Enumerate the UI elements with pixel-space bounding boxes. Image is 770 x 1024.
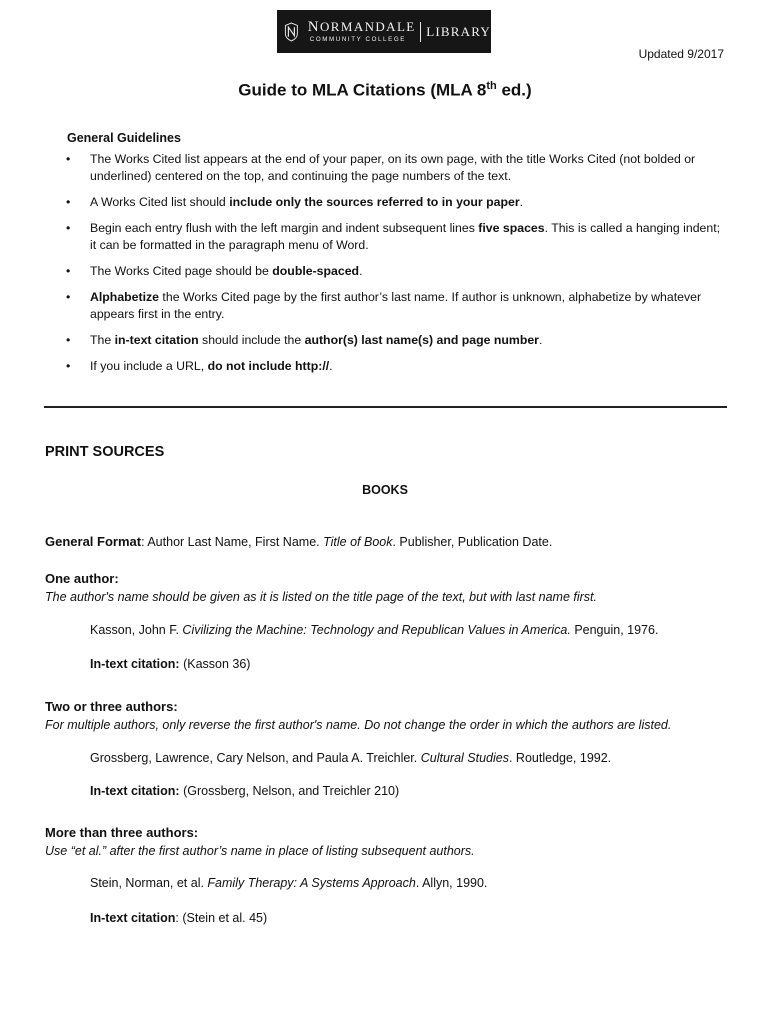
- guidelines-list: [64, 151, 728, 384]
- two-three-authors-intext: In-text citation: (Grossberg, Nelson, and Treichler 210): [90, 784, 400, 798]
- one-author-example: Kasson, John F. Civilizing the Machine: Technology and Republican Values in America. Penguin, 1976.: [90, 623, 659, 637]
- general-guidelines-heading: General Guidelines: [67, 131, 181, 145]
- two-three-authors-note: For multiple authors, only reverse the first author's name. Do not change the order in which the authors are listed.: [45, 718, 672, 732]
- two-three-authors-example: Grossberg, Lawrence, Cary Nelson, and Paula A. Treichler. Cultural Studies. Routledge, 1992.: [90, 751, 612, 765]
- logo-college-name: NORMANDALE: [307, 19, 416, 35]
- list-item: • The Works Cited list appears at the end of your paper, on its own page, with the title Works Cited (not bolded or underlined) centered on the top, and continuing the page numbers of the text.: [64, 151, 728, 185]
- list-item: • Alphabetize the Works Cited page by the first author’s last name. If author is unknown, alphabetize by whatever appears first in the entry.: [64, 289, 728, 323]
- more-than-three-note: Use “et al.” after the first author’s name in place of listing subsequent authors.: [45, 844, 475, 858]
- one-author-note: The author's name should be given as it is listed on the title page of the text, but with last name first.: [45, 590, 597, 604]
- section-divider: [44, 406, 727, 408]
- logo-library-label: LIBRARY: [426, 23, 491, 39]
- two-three-authors-heading: Two or three authors:: [45, 699, 178, 714]
- one-author-heading: One author:: [45, 571, 119, 586]
- library-logo: [277, 10, 491, 53]
- normandale-emblem-icon: [283, 15, 300, 49]
- books-subheading: BOOKS: [362, 483, 408, 497]
- list-item: • If you include a URL, do not include http://.: [64, 358, 728, 375]
- more-than-three-heading: More than three authors:: [45, 825, 199, 840]
- list-item: • Begin each entry flush with the left margin and indent subsequent lines five spaces. This is called a hanging indent; it can be formatted in the paragraph menu of Word.: [64, 220, 728, 254]
- list-item: • The Works Cited page should be double-spaced.: [64, 263, 728, 280]
- more-than-three-intext: In-text citation: (Stein et al. 45): [90, 911, 268, 925]
- list-item: • The in-text citation should include the author(s) last name(s) and page number.: [64, 332, 728, 349]
- updated-date: Updated 9/2017: [638, 47, 724, 61]
- one-author-intext: In-text citation: (Kasson 36): [90, 657, 251, 671]
- list-item: • A Works Cited list should include only the sources referred to in your paper.: [64, 194, 728, 211]
- general-format-line: General Format: Author Last Name, First Name. Title of Book. Publisher, Publication Date.: [45, 534, 553, 549]
- logo-divider: [420, 22, 421, 42]
- more-than-three-example: Stein, Norman, et al. Family Therapy: A Systems Approach. Allyn, 1990.: [90, 876, 488, 890]
- logo-wordmark: [308, 19, 416, 44]
- page-title: Guide to MLA Citations (MLA 8th ed.): [238, 80, 532, 100]
- logo-community-college: COMMUNITY COLLEGE: [309, 36, 406, 43]
- print-sources-heading: PRINT SOURCES: [45, 444, 165, 460]
